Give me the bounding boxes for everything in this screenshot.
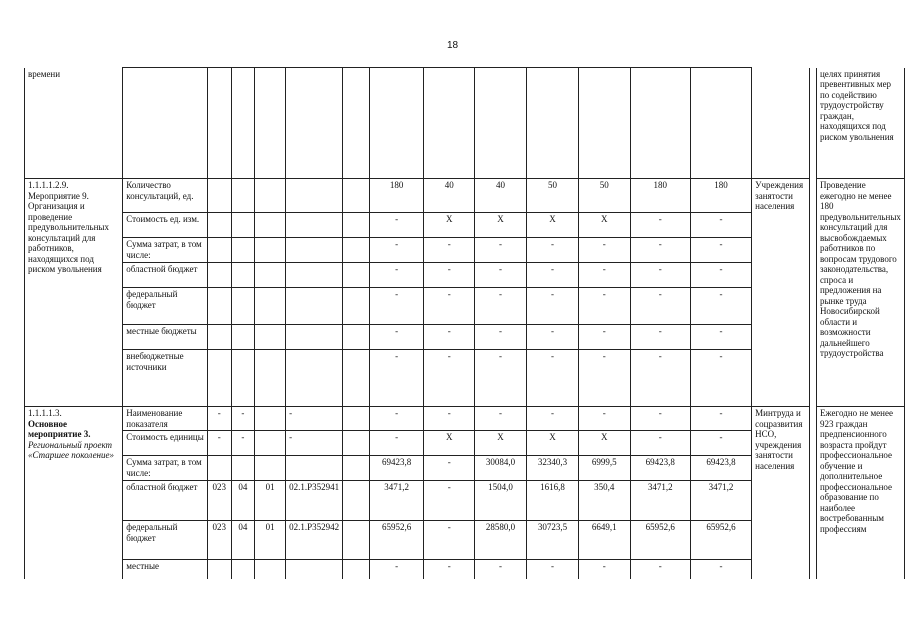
value-cell: 3471,2: [690, 481, 751, 521]
result-cell: Ежегодно не менее 923 граждан предпенсионного возраста пройдут профессиональное обучение и дополнительное профессиональное образование по наиболее востребованным профессиям: [816, 407, 904, 579]
indicator-label: федеральный бюджет: [123, 521, 208, 560]
page-number: 18: [446, 40, 459, 51]
indicator-label: Сумма затрат, в том числе:: [123, 238, 208, 263]
value-cell: -: [630, 238, 690, 263]
budget-code-cell: [231, 288, 254, 325]
activity-cell: [25, 407, 123, 579]
empty-cell: [343, 560, 370, 579]
value-cell: -: [369, 325, 424, 350]
value-cell: -: [424, 263, 475, 288]
empty-cell: [369, 68, 424, 179]
value-cell: 1616,8: [527, 481, 579, 521]
empty-cell: [231, 68, 254, 179]
value-cell: -: [690, 431, 751, 456]
empty-cell: [343, 238, 370, 263]
value-cell: -: [475, 325, 527, 350]
empty-cell: [424, 68, 475, 179]
budget-code-cell: [207, 179, 231, 213]
empty-cell: [690, 68, 751, 179]
value-cell: X: [475, 431, 527, 456]
value-cell: -: [578, 407, 630, 431]
budget-code-cell: [255, 263, 286, 288]
value-cell: -: [578, 288, 630, 325]
empty-cell: [343, 521, 370, 560]
value-cell: 69423,8: [369, 456, 424, 481]
value-cell: -: [475, 350, 527, 407]
indicator-label: областной бюджет: [123, 263, 208, 288]
value-cell: X: [527, 431, 579, 456]
budget-code-cell: [286, 325, 343, 350]
budget-code-cell: -: [286, 431, 343, 456]
value-cell: -: [527, 238, 579, 263]
budget-code-cell: [255, 325, 286, 350]
value-cell: X: [424, 431, 475, 456]
indicator-label: местные бюджеты: [123, 325, 208, 350]
budget-code-cell: 04: [231, 521, 254, 560]
empty-cell: [578, 68, 630, 179]
value-cell: -: [527, 407, 579, 431]
empty-cell: [343, 213, 370, 238]
value-cell: -: [475, 263, 527, 288]
value-cell: -: [630, 560, 690, 579]
budget-code-cell: [231, 213, 254, 238]
budget-code-cell: [207, 213, 231, 238]
value-cell: -: [369, 238, 424, 263]
budget-code-cell: [255, 213, 286, 238]
value-cell: -: [630, 325, 690, 350]
table-row: [25, 68, 905, 179]
budget-code-cell: [286, 213, 343, 238]
value-cell: -: [424, 407, 475, 431]
budget-code-cell: -: [207, 407, 231, 431]
value-cell: -: [630, 407, 690, 431]
empty-cell: [343, 350, 370, 407]
program-table: [24, 67, 905, 579]
value-cell: -: [369, 288, 424, 325]
value-cell: -: [369, 350, 424, 407]
result-cell: целях принятия превентивных мер по содействию трудоустройству граждан, находящихся под риском увольнения: [816, 68, 904, 179]
activity-code: 1.1.1.1.3.: [28, 408, 62, 418]
budget-code-cell: [207, 288, 231, 325]
budget-code-cell: [255, 560, 286, 579]
value-cell: 180: [369, 179, 424, 213]
empty-cell: [343, 431, 370, 456]
value-cell: -: [527, 288, 579, 325]
indicator-label: местные: [123, 560, 208, 579]
value-cell: 30723,5: [527, 521, 579, 560]
value-cell: 3471,2: [630, 481, 690, 521]
value-cell: 32340,3: [527, 456, 579, 481]
budget-code-cell: [207, 263, 231, 288]
value-cell: -: [690, 288, 751, 325]
budget-code-cell: 02.1.Р352942: [286, 521, 343, 560]
value-cell: X: [527, 213, 579, 238]
budget-code-cell: -: [231, 431, 254, 456]
empty-cell: [343, 456, 370, 481]
value-cell: 3471,2: [369, 481, 424, 521]
budget-code-cell: -: [231, 407, 254, 431]
budget-code-cell: [207, 325, 231, 350]
activity-code: 1.1.1.1.2.9.: [28, 180, 69, 190]
empty-cell: [255, 68, 286, 179]
empty-cell: [343, 407, 370, 431]
empty-cell: [207, 68, 231, 179]
table-body: [25, 68, 905, 579]
gap-cell: [809, 407, 816, 579]
empty-cell: [475, 68, 527, 179]
value-cell: -: [475, 560, 527, 579]
budget-code-cell: [286, 238, 343, 263]
indicator-label: Сумма затрат, в том числе:: [123, 456, 208, 481]
indicator-label: Количество консультаций, ед.: [123, 179, 208, 213]
value-cell: 180: [690, 179, 751, 213]
value-cell: -: [578, 560, 630, 579]
value-cell: -: [630, 288, 690, 325]
value-cell: -: [578, 263, 630, 288]
value-cell: -: [369, 560, 424, 579]
value-cell: 50: [527, 179, 579, 213]
budget-code-cell: [255, 456, 286, 481]
executor-cell: Минтруда и соцразвития НСО, учреждения занятости населения: [752, 407, 810, 579]
activity-cell: времени: [25, 68, 123, 179]
value-cell: 69423,8: [630, 456, 690, 481]
value-cell: -: [527, 560, 579, 579]
budget-code-cell: [231, 350, 254, 407]
gap-cell: [809, 68, 816, 179]
budget-code-cell: 01: [255, 481, 286, 521]
value-cell: -: [424, 238, 475, 263]
budget-code-cell: [255, 407, 286, 431]
empty-cell: [343, 179, 370, 213]
value-cell: -: [475, 238, 527, 263]
empty-cell: [527, 68, 579, 179]
budget-code-cell: [231, 560, 254, 579]
value-cell: -: [690, 213, 751, 238]
budget-code-cell: [255, 350, 286, 407]
budget-code-cell: [207, 560, 231, 579]
value-cell: 40: [424, 179, 475, 213]
value-cell: 350,4: [578, 481, 630, 521]
budget-code-cell: [231, 456, 254, 481]
budget-code-cell: [231, 325, 254, 350]
value-cell: -: [527, 325, 579, 350]
budget-code-cell: -: [207, 431, 231, 456]
value-cell: -: [424, 350, 475, 407]
value-cell: -: [527, 263, 579, 288]
empty-cell: [630, 68, 690, 179]
value-cell: -: [424, 288, 475, 325]
budget-code-cell: [286, 560, 343, 579]
value-cell: 6649,1: [578, 521, 630, 560]
indicator-label: областной бюджет: [123, 481, 208, 521]
budget-code-cell: [286, 288, 343, 325]
budget-code-cell: [231, 179, 254, 213]
value-cell: -: [475, 407, 527, 431]
value-cell: -: [424, 456, 475, 481]
empty-cell: [123, 68, 208, 179]
result-cell: Проведение ежегодно не менее 180 предувольнительных консультаций для высвобождаемых работников по вопросам трудового законодательства, спроса и предложения на рынке труда Новосибирской области и возможности дальнейшего трудоустройства: [816, 179, 904, 407]
value-cell: 1504,0: [475, 481, 527, 521]
activity-title: Мероприятие 9. Организация и проведение предувольнительных консультаций для работников, находящихся под риском увольнения: [28, 190, 109, 274]
budget-code-cell: -: [286, 407, 343, 431]
value-cell: 69423,8: [690, 456, 751, 481]
value-cell: -: [369, 431, 424, 456]
budget-code-cell: [207, 350, 231, 407]
value-cell: -: [630, 213, 690, 238]
empty-cell: [343, 68, 370, 179]
value-cell: -: [369, 213, 424, 238]
value-cell: 6999,5: [578, 456, 630, 481]
value-cell: -: [690, 407, 751, 431]
value-cell: 65952,6: [630, 521, 690, 560]
budget-code-cell: [255, 431, 286, 456]
value-cell: -: [424, 481, 475, 521]
budget-code-cell: [286, 263, 343, 288]
empty-cell: [343, 325, 370, 350]
value-cell: -: [630, 263, 690, 288]
executor-cell: Учреждения занятости населения: [752, 179, 810, 407]
value-cell: X: [424, 213, 475, 238]
budget-code-cell: [207, 456, 231, 481]
value-cell: 180: [630, 179, 690, 213]
value-cell: X: [578, 431, 630, 456]
empty-cell: [343, 288, 370, 325]
budget-code-cell: [286, 179, 343, 213]
activity-title-bold: Основное мероприятие 3.: [28, 418, 91, 439]
budget-code-cell: 01: [255, 521, 286, 560]
value-cell: -: [690, 325, 751, 350]
budget-code-cell: [255, 179, 286, 213]
value-cell: -: [578, 350, 630, 407]
value-cell: 28580,0: [475, 521, 527, 560]
budget-code-cell: [286, 350, 343, 407]
value-cell: -: [424, 521, 475, 560]
budget-code-cell: 023: [207, 521, 231, 560]
budget-code-cell: 023: [207, 481, 231, 521]
budget-code-cell: [207, 238, 231, 263]
value-cell: 65952,6: [690, 521, 751, 560]
value-cell: -: [690, 238, 751, 263]
indicator-label: Наименование показателя: [123, 407, 208, 431]
value-cell: -: [630, 431, 690, 456]
budget-code-cell: [255, 238, 286, 263]
value-cell: -: [424, 560, 475, 579]
value-cell: -: [578, 325, 630, 350]
empty-cell: [343, 481, 370, 521]
value-cell: 65952,6: [369, 521, 424, 560]
executor-cell: [752, 68, 810, 179]
value-cell: -: [690, 560, 751, 579]
activity-cell: [25, 179, 123, 407]
value-cell: X: [578, 213, 630, 238]
budget-code-cell: 02.1.Р352941: [286, 481, 343, 521]
value-cell: -: [475, 288, 527, 325]
value-cell: 40: [475, 179, 527, 213]
value-cell: -: [690, 350, 751, 407]
value-cell: -: [578, 238, 630, 263]
value-cell: -: [424, 325, 475, 350]
value-cell: X: [475, 213, 527, 238]
activity-title-italic: Региональный проект «Старшее поколение»: [28, 439, 115, 460]
indicator-label: Стоимость единицы: [123, 431, 208, 456]
budget-code-cell: [231, 263, 254, 288]
empty-cell: [343, 263, 370, 288]
indicator-label: внебюджетные источники: [123, 350, 208, 407]
value-cell: -: [690, 263, 751, 288]
empty-cell: [286, 68, 343, 179]
table-row: [25, 407, 905, 431]
value-cell: 50: [578, 179, 630, 213]
budget-code-cell: [231, 238, 254, 263]
value-cell: 30084,0: [475, 456, 527, 481]
gap-cell: [809, 179, 816, 407]
value-cell: -: [369, 263, 424, 288]
value-cell: -: [527, 350, 579, 407]
value-cell: -: [369, 407, 424, 431]
value-cell: -: [630, 350, 690, 407]
budget-code-cell: [255, 288, 286, 325]
budget-code-cell: 04: [231, 481, 254, 521]
indicator-label: Стоимость ед. изм.: [123, 213, 208, 238]
indicator-label: федеральный бюджет: [123, 288, 208, 325]
budget-code-cell: [286, 456, 343, 481]
table-row: [25, 179, 905, 213]
